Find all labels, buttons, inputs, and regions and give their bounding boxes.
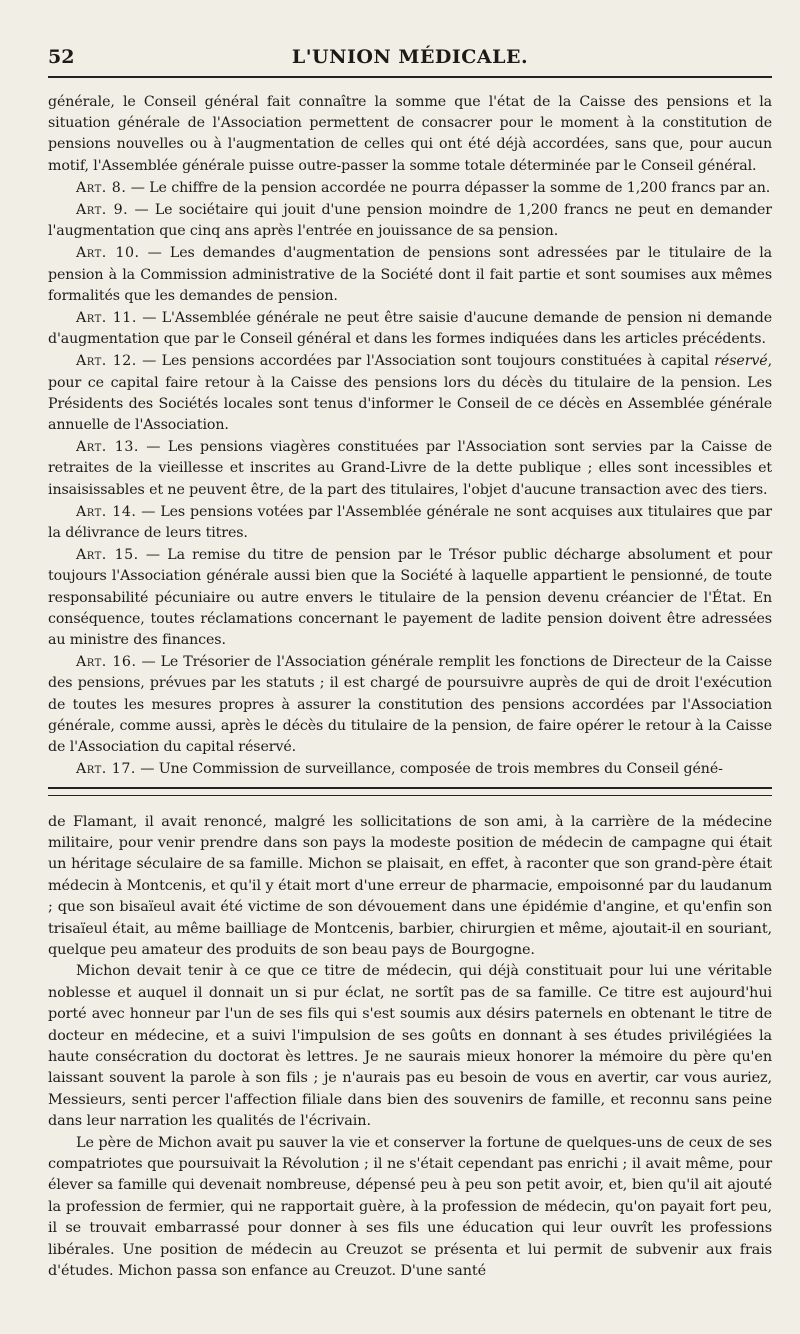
article-label: Art. 15. — [76, 547, 139, 564]
statutes-section — [48, 92, 772, 781]
article-label: Art. 16. — [76, 654, 137, 671]
article-text: , pour ce capital faire retour à la Caisse des pensions lors du décès du titulaire de la pension. Les Présidents des Sociétés locales sont tenus d'informer le Conseil de ce décès en Assemblée générale annuelle de l'Association. — [48, 353, 773, 434]
article-14 — [48, 502, 772, 544]
article-text: — Les demandes d'augmentation de pensions sont adressées par le titulaire de la pension à la Commission administrative de la Société dont il fait partie et sont soumises aux mêmes formalités que les demandes de pension. — [48, 245, 772, 304]
article-text: — Le Trésorier de l'Association générale remplit les fonctions de Directeur de la Caisse des pensions, prévues par les statuts ; il est chargé de poursuivre auprès de qui de droit l'exécution de toutes les mesures propres à assurer la constitution des pensions accordées par l'Association générale, comme aussi, après le décès du titulaire de la pension, de faire opérer le retour à la Caisse de l'Association du capital réservé. — [48, 654, 773, 756]
article-8 — [48, 178, 772, 199]
article-text: — Les pensions viagères constituées par l'Association sont servies par la Caisse de retraites de la vieillesse et inscrites au Grand-Livre de la dette publique ; elles sont incessibles et insaisissables et ne peuvent être, de la part des titulaires, l'objet d'aucune transaction avec des tiers. — [48, 439, 772, 498]
article-9 — [48, 200, 772, 242]
article-label: Art. 11. — [76, 310, 137, 327]
article-label: Art. 10. — [76, 245, 140, 262]
running-title: L'UNION MÉDICALE. — [291, 46, 529, 68]
feuilleton-separator-rule — [48, 787, 772, 796]
article-label: Art. 12. — [76, 353, 137, 370]
page-header — [48, 0, 772, 70]
feuilleton-paragraph: Le père de Michon avait pu sauver la vie et conserver la fortune de quelques-uns de ceux de ses compatriotes que poursuivait la Révolution ; il ne s'était cependant pas enrichi ; il avait même, pour élever sa famille qui devenait nombreuse, dépensé peu à peu son petit avoir, et, bien qu'il ait ajouté la profession de fermier, qui ne rapportait guère, à la profession de médecin, qu'on payait fort peu, il se trouvait embarrassé pour donner à ses fils une éducation qui leur ouvrît les professions libérales. Une position de médecin au Creuzot se présenta et lui permit de subvenir aux frais d'études. Michon passa son enfance au Creuzot. D'une santé — [48, 1134, 772, 1280]
article-text: — Le sociétaire qui jouit d'une pension moindre de 1,200 francs ne peut en demander l'augmentation que cinq ans après l'entrée en jouissance de sa pension. — [48, 202, 772, 240]
article-text: — Les pensions accordées par l'Association sont toujours constituées à capital — [136, 353, 715, 370]
article-label: Art. 13. — [76, 439, 139, 456]
article-11 — [48, 308, 772, 350]
feuilleton-paragraph: de Flamant, il avait renoncé, malgré les sollicitations de son ami, à la carrière de la médecine militaire, pour venir prendre dans son pays la modeste position de médecin de campagne qui était un héritage séculaire de sa famille. Michon se plaisait, en effet, à raconter que son grand-père était médecin à Montcenis, et qu'il y était mort d'une erreur de pharmacie, empoisonné par du laudanum ; que son bisaïeul avait été victime de son dévouement dans une épidémie d'angine, et qu'enfin son trisaïeul était, au même bailliage de Montcenis, barbier, chirurgien et même, ajoutait-il en souriant, quelque peu amateur des produits de son beau pays de Bourgogne. — [48, 813, 772, 958]
article-17 — [48, 759, 772, 780]
feuilleton-section — [48, 812, 772, 1283]
article-text: — Le chiffre de la pension accordée ne pourra dépasser la somme de 1,200 francs par an. — [126, 179, 771, 196]
article-text: — L'Assemblée générale ne peut être saisie d'aucune demande de pension ni demande d'augmentation que par le Conseil général et dans les formes indiquées dans les articles précédents. — [48, 310, 772, 348]
statutes-intro-paragraph: générale, le Conseil général fait connaître la somme que l'état de la Caisse des pensions et la situation générale de l'Association permettent de consacrer pour le moment à la constitution de pensions nouvelles ou à l'augmentation de celles qui ont été déjà accordées, sans que, pour aucun motif, l'Assemblée générale puisse outre-passer la somme totale déterminée par le Conseil général. — [48, 94, 772, 174]
article-12 — [48, 351, 772, 436]
page-number: 52 — [48, 46, 75, 68]
article-text: — Une Commission de surveillance, composée de trois membres du Conseil géné- — [135, 761, 723, 778]
article-13 — [48, 437, 772, 501]
article-15 — [48, 545, 772, 651]
article-label: Art. 9. — [76, 202, 129, 219]
article-label: Art. 8. — [76, 179, 127, 196]
article-label: Art. 17. — [76, 761, 136, 778]
article-label: Art. 14. — [76, 503, 137, 520]
header-rule — [48, 76, 772, 78]
article-italic-term: réservé — [714, 353, 768, 370]
article-16 — [48, 652, 772, 758]
article-10 — [48, 243, 772, 307]
article-text: — La remise du titre de pension par le Trésor public décharge absolument et pour toujours l'Association générale aussi bien que la Société à laquelle appartient le pensionné, de toute responsabilité pécuniaire ou autre envers le titulaire de la pension devenu créancier de l'État. En conséquence, toutes réclamations concernant le payement de ladite pension doivent être adressées au ministre des finances. — [48, 547, 772, 649]
article-text: — Les pensions votées par l'Assemblée générale ne sont acquises aux titulaires que par la délivrance de leurs titres. — [48, 503, 772, 542]
feuilleton-paragraph: Michon devait tenir à ce que ce titre de médecin, qui déjà constituait pour lui une véritable noblesse et auquel il donnait un si pur éclat, ne sortît pas de sa famille. Ce titre est aujourd'hui porté avec honneur par l'un de ses fils qui s'est soumis aux désirs paternels en obtenant le titre de docteur en médecine, et a suivi l'impulsion de ses goûts en donnant à ses études privilégiées la haute consécration du doctorat ès lettres. Je ne saurais mieux honorer la mémoire du père qu'en laissant souvent la parole à son fils ; je n'aurais pas eu besoin de vous en avertir, car vous auriez, Messieurs, senti percer l'affection filiale dans bien des souvenirs de famille, et reconnu sans peine dans leur narration les qualités de l'écrivain. — [48, 963, 772, 1130]
